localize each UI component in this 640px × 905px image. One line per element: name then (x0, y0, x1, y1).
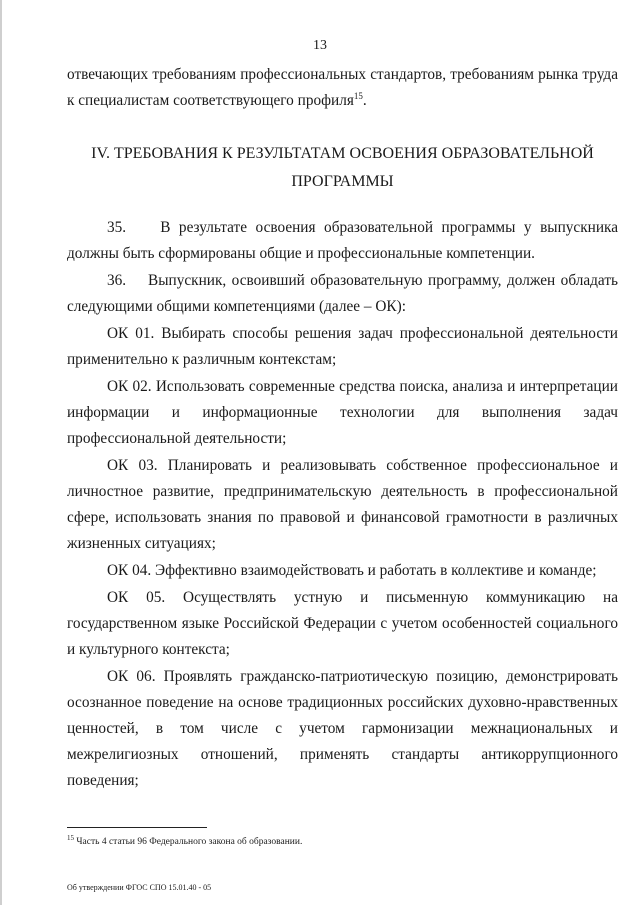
page-footer: Об утверждении ФГОС СПО 15.01.40 - 05 (67, 883, 212, 892)
intro-line-2-text: к специалистам соответствующего профиля (67, 92, 354, 109)
competency-ok-04: ОК 04. Эффективно взаимодействовать и работать в коллективе и команде; (107, 562, 597, 579)
page-number: 13 (313, 38, 327, 53)
intro-text (67, 62, 618, 114)
paragraph-36: 36. Выпускник, освоивший образовательную программу, должен обладать следующими общими компетенциями (далее – ОК): (67, 272, 618, 315)
section-heading-line-1: IV. ТРЕБОВАНИЯ К РЕЗУЛЬТАТАМ ОСВОЕНИЯ ОБРАЗОВАТЕЛЬНОЙ (91, 145, 594, 162)
intro-line-1: отвечающих требованиям профессиональных стандартов, требованиям рынка труда (67, 66, 618, 83)
intro-line-2 (67, 88, 618, 114)
competency-ok-01: ОК 01. Выбирать способы решения задач профессиональной деятельности применительно к различным контекстам; (67, 325, 618, 368)
footnote-separator (67, 827, 207, 828)
competency-ok-03: ОК 03. Планировать и реализовывать собственное профессиональное и личностное развитие, предпринимательскую деятельность в профессиональной сфере, использовать знания по правовой и финансовой грамотности в различных жизненных ситуациях; (67, 457, 618, 552)
footnote-number: 15 (67, 833, 74, 842)
page-edge-shadow (0, 0, 2, 905)
competency-ok-05: ОК 05. Осуществлять устную и письменную коммуникацию на государственном языке Российской Федерации с учетом особенностей социального и культурного контекста; (67, 589, 618, 658)
competency-ok-06: ОК 06. Проявлять гражданско-патриотическую позицию, демонстрировать осознанное поведение на основе традиционных российских духовно-нравственных ценностей, в том числе с учетом гармонизации межнациональных и межрелигиозных отношений, применять стандарты антикоррупционного поведения; (67, 668, 618, 789)
paragraph-35: 35. В результате освоения образовательной программы у выпускника должны быть сформированы общие и профессиональные компетенции. (67, 219, 618, 262)
footnote (67, 833, 303, 847)
footnote-text: Часть 4 статьи 96 Федерального закона об образовании. (74, 837, 303, 847)
intro-line-2-end: . (362, 92, 367, 109)
section-heading (67, 140, 618, 196)
competency-ok-02: ОК 02. Использовать современные средства поиска, анализа и интерпретации информации и информационные технологии для выполнения задач профессиональной деятельности; (67, 378, 618, 447)
section-heading-line-2: ПРОГРАММЫ (291, 173, 394, 190)
footnote-reference[interactable]: 15 (353, 90, 363, 101)
body-text (67, 215, 618, 794)
